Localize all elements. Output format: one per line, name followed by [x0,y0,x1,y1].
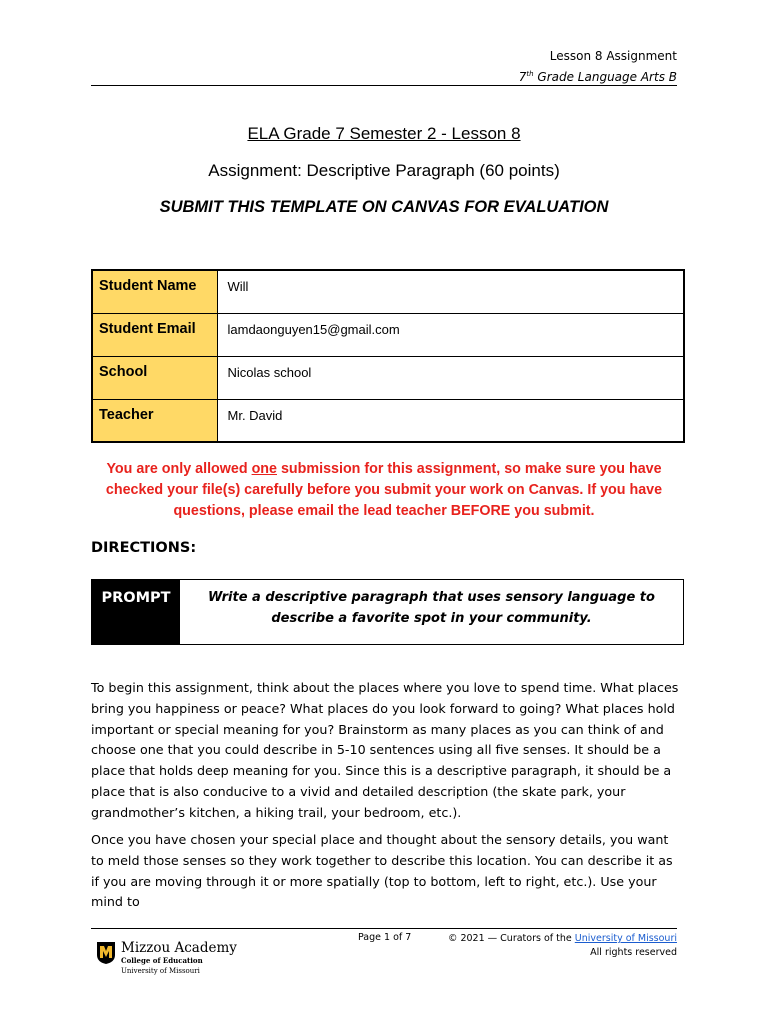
page-number: Page 1 of 7 [358,932,412,943]
student-email-label: Student Email [92,313,217,356]
prompt-box [91,579,684,645]
rights-text: All rights reserved [590,947,677,958]
prompt-label: PROMPT [92,580,180,644]
mizzou-academy-logo [96,940,237,976]
student-name-label: Student Name [92,270,217,313]
prompt-text: Write a descriptive paragraph that uses sensory language to describe a favorite spot in your community. [208,590,655,626]
submission-warning: You are only allowed one submission for this assignment, so make sure you have checked your file(s) carefully before you submit your work on Canvas. If you have questions, please email the lead teacher BEFORE you submit. [105,461,663,519]
logo-university: University of Missouri [121,967,200,975]
student-email-value: lamdaonguyen15@gmail.com [217,313,684,356]
school-label: School [92,356,217,399]
body-paragraph-1: To begin this assignment, think about the places where you love to spend time. What places bring you happiness or peace? What places do you look forward to going? What places hold important or special meaning for you? Brainstorm as many places as you can think of and choose one that you could describe in 5-10 sentences using all five senses. It should be a place that holds deep meaning for you. Since this is a descriptive paragraph, it should be a place that is also conducive to a vivid and detailed description (the skate park, your grandmother’s kitchen, a hiking trail, your bedroom, etc.). [91,680,679,820]
submit-instruction: SUBMIT THIS TEMPLATE ON CANVAS FOR EVALUATION [159,198,609,216]
table-row [92,313,684,356]
table-row [92,356,684,399]
directions-heading: DIRECTIONS: [91,540,197,556]
teacher-value: Mr. David [217,399,684,442]
page-header [519,47,677,86]
student-name-value: Will [217,270,684,313]
header-divider [91,85,677,86]
footer-divider [91,928,677,929]
tiger-shield-icon [96,941,116,965]
table-row [92,399,684,442]
logo-college: College of Education [121,956,203,965]
header-course: 7th Grade Language Arts B [518,70,677,84]
university-link[interactable]: University of Missouri [574,933,677,944]
header-lesson: Lesson 8 Assignment [549,49,677,63]
copyright: © 2021 — Curators of the University of Missouri All rights reserved [447,933,677,958]
document-title: ELA Grade 7 Semester 2 - Lesson 8 [247,124,521,143]
table-row [92,270,684,313]
logo-name: Mizzou Academy [121,940,237,956]
school-value: Nicolas school [217,356,684,399]
student-info-table [91,269,685,443]
body-paragraph-2: Once you have chosen your special place and thought about the sensory details, you want to meld those senses so they work together to describe this location. You can describe it as if you are moving through it or more spatially (top to bottom, left to right, etc.). Use your mind to [91,832,673,910]
teacher-label: Teacher [92,399,217,442]
assignment-title: Assignment: Descriptive Paragraph (60 points) [208,161,560,180]
